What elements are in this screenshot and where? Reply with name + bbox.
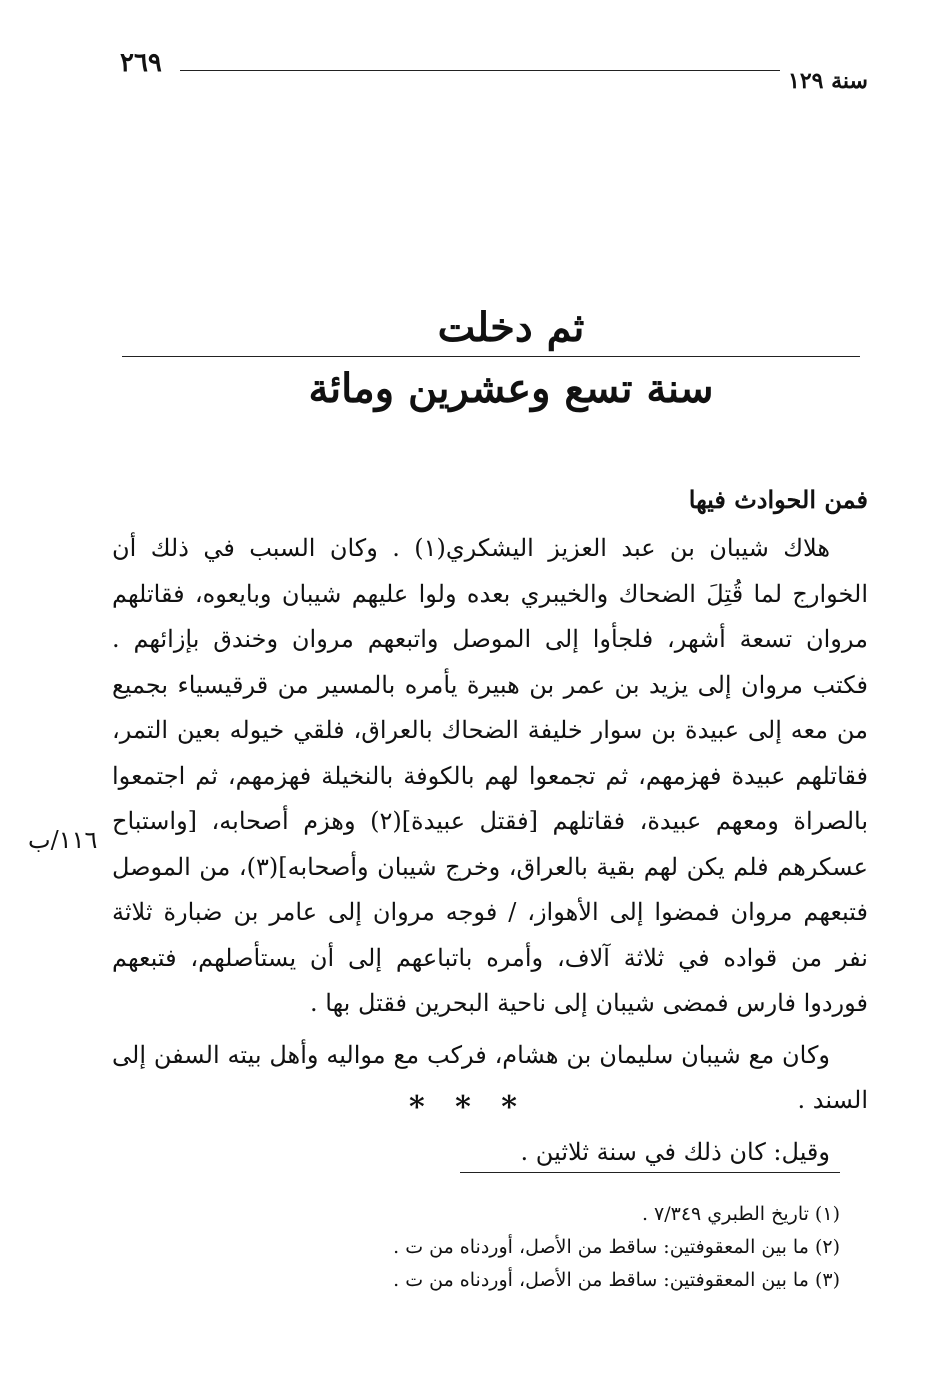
manuscript-folio-note: ١١٦/ب	[28, 826, 98, 854]
running-header	[120, 48, 868, 98]
chapter-title-line1: ثم دخلت	[437, 304, 585, 351]
paragraph-second: وكان مع شيبان سليمان بن هشام، فركب مع مواليه وأهل بيته السفن إلى السند .	[112, 1040, 868, 1114]
paragraph-main: هلاك شيبان بن عبد العزيز اليشكري(١) . وكان السبب في ذلك أن الخوارج لما قُتِلَ الضحاك والخيبري بعده ولوا عليهم شيبان وبايعوه، فقاتلهم مروان تسعة أشهر، فلجأوا إلى الموصل واتبعهم مروان وخندق بإزائهم . فكتب مروان إلى يزيد بن عمر بن هبيرة يأمره بالمسير من قرقيسياء بجميع من معه إلى عبيدة بن سوار خليفة الضحاك بالعراق، فلقي خيوله بعين التمر، فقاتلهم عبيدة فهزمهم، ثم تجمعوا لهم بالكوفة بالنخيلة فهزمهم، ثم اجتمعوا بالصراة ومعهم عبيدة، فقاتلهم [فقتل عبيدة](٢) وهزم أصحابه، [واستباح عسكرهم فلم يكن لهم بقية بالعراق، وخرج شيبان وأصحابه](٣)، من الموصل فتبعهم مروان فمضوا إلى الأهواز، / فوجه مروان إلى عامر بن ضبارة ثلاثة نفر من قواده في ثلاثة آلاف، وأمره باتباعهم إلى أن يستأصلهم، فتبعهم فوردوا فارس فمضى شيبان إلى ناحية البحرين فقتل بها .	[112, 534, 868, 1017]
paragraph-third: وقيل: كان ذلك في سنة ثلاثين .	[520, 1137, 830, 1166]
page-number: ٢٦٩	[120, 48, 162, 78]
title-rule	[122, 356, 860, 357]
chapter-title-line2: سنة تسع وعشرين ومائة	[308, 365, 714, 412]
footnote-3: (٣) ما بين المعقوفتين: ساقط من الأصل، أوردناه من ت .	[393, 1269, 840, 1291]
body-text	[112, 480, 868, 1175]
footnote-rule	[460, 1172, 840, 1173]
section-heading: فمن الحوادث فيها	[688, 485, 868, 514]
header-rule	[180, 70, 780, 71]
running-title: سنة ١٢٩	[788, 68, 868, 94]
footnote-2: (٢) ما بين المعقوفتين: ساقط من الأصل، أوردناه من ت .	[393, 1236, 840, 1258]
chapter-title	[122, 300, 860, 419]
footnotes	[240, 1198, 840, 1297]
section-separator: * * *	[409, 1090, 527, 1125]
footnote-1: (١) تاريخ الطبري ٧/٣٤٩ .	[641, 1203, 840, 1225]
